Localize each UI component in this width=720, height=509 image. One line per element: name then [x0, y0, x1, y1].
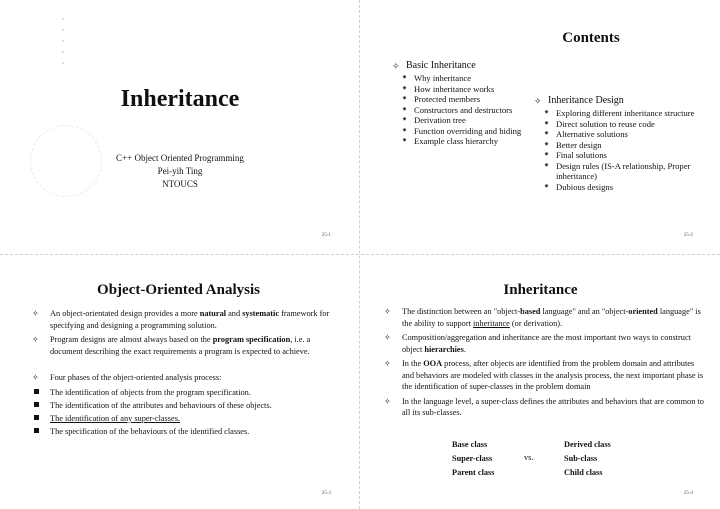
slide-4-title-text: Inheritance — [503, 282, 578, 298]
inheritance-design-heading: ✧ Inheritance Design — [534, 95, 624, 106]
slide-2-title-text: Contents — [562, 30, 620, 46]
list-item: ✷ Example class hierarchy — [402, 136, 498, 146]
star-bullet-icon: ✷ — [402, 96, 408, 102]
diamond-bullet-icon: ✧ — [384, 396, 391, 406]
square-bullet-icon — [34, 389, 39, 394]
list-item: ✷ Alternative solutions — [544, 129, 628, 139]
list-item: The identification of any super-classes. — [32, 412, 337, 425]
term: Base class — [452, 440, 488, 449]
slide-1-title-text: Inheritance — [120, 86, 240, 112]
slide-3-title-text: Object-Oriented Analysis — [97, 282, 260, 298]
list-item: ✷ Direct solution to reuse code — [544, 118, 655, 129]
paragraph: ✧ Composition/aggregation and inheritance are the most important two ways to construct object hierarchies. — [384, 333, 691, 354]
list-item: ✷ Constructors and destructors — [402, 104, 513, 115]
basic-inheritance-section — [392, 60, 552, 147]
slide-4-inheritance — [362, 258, 719, 508]
versus-label: vs. — [524, 453, 534, 462]
paragraph: ✧ In the language level, a super-class defines the attributes and behaviors that are common to all its sub-classes. — [384, 396, 704, 417]
paragraph: ✧ Program designs are almost always based on the program specification, i.e. a document describing the exact requirements a program is expected to achieve. — [32, 335, 311, 356]
decorative-dots — [62, 18, 66, 73]
list-item: ✷ Better design — [544, 139, 602, 150]
list-item: ✷ Design rules (IS-A relationship, Proper inheritance) — [544, 160, 691, 181]
inheritance-design-section — [534, 95, 699, 192]
slide-1-title — [0, 0, 357, 250]
page-number: 25-3 — [321, 491, 331, 496]
list-item: ✷ Exploring different inheritance structure — [544, 108, 695, 118]
star-bullet-icon: ✷ — [544, 110, 550, 116]
term: Parent class — [452, 468, 495, 477]
slide-3-ooa — [0, 258, 357, 508]
term: Sub-class — [564, 454, 598, 463]
star-bullet-icon: ✷ — [544, 183, 550, 190]
list-item: ✷ Dubious designs — [544, 181, 614, 192]
author-name: Pei-yih Ting — [157, 166, 203, 176]
base-class-terms — [452, 438, 494, 480]
list-item: ✷ How inheritance works — [402, 83, 495, 94]
paragraph: ✧ Four phases of the object-oriented analysis process: — [32, 373, 222, 382]
page-number: 25-1 — [321, 233, 331, 238]
diamond-bullet-icon: ✧ — [384, 359, 391, 368]
star-bullet-icon: ✷ — [402, 117, 408, 123]
page-number: 25-2 — [683, 233, 693, 238]
list-item: The identification of objects from the program specification. — [32, 386, 337, 399]
diamond-bullet-icon: ✧ — [534, 96, 542, 106]
diamond-bullet-icon: ✧ — [32, 335, 39, 344]
diamond-bullet-icon: ✧ — [384, 307, 391, 316]
list-item: ✷ Final solutions — [544, 150, 607, 160]
diamond-bullet-icon: ✧ — [32, 309, 39, 318]
star-bullet-icon: ✷ — [402, 138, 408, 144]
list-item: The specification of the behaviours of the identified classes. — [32, 425, 337, 438]
star-bullet-icon: ✷ — [544, 131, 550, 137]
paragraph: ✧ In the OOA process, after objects are identified from the problem domain and attributes and behaviors are modeled with classes in the analysis process, the next important phase is the identification of super-classes in the problem domain — [384, 359, 704, 391]
list-item: ✷ Protected members — [402, 94, 481, 104]
course-name: C++ Object Oriented Programming — [116, 153, 244, 163]
star-bullet-icon: ✷ — [544, 120, 550, 127]
list-item: ✷ Function overriding and hiding — [402, 125, 522, 136]
horizontal-divider — [0, 254, 720, 255]
star-bullet-icon: ✷ — [402, 85, 408, 92]
diamond-bullet-icon: ✧ — [384, 333, 391, 342]
star-bullet-icon: ✷ — [544, 152, 550, 158]
star-bullet-icon: ✷ — [544, 162, 550, 169]
star-bullet-icon: ✷ — [544, 141, 550, 148]
star-bullet-icon: ✷ — [402, 127, 408, 134]
diamond-bullet-icon: ✧ — [32, 373, 39, 382]
basic-inheritance-heading: ✧ Basic Inheritance — [392, 60, 476, 71]
list-item: The identification of the attributes and behaviours of these objects. — [32, 399, 337, 412]
star-bullet-icon: ✷ — [402, 75, 408, 81]
list-item: ✷ Why inheritance — [402, 73, 472, 83]
paragraph: ✧ An object-orientated design provides a more natural and systematic framework for specifying and designing a programming solution. — [32, 309, 330, 330]
square-bullet-icon — [34, 428, 39, 433]
star-bullet-icon: ✷ — [402, 106, 408, 113]
vertical-divider — [359, 0, 360, 509]
square-bullet-icon — [34, 415, 39, 420]
list-item: ✷ Derivation tree — [402, 115, 466, 125]
school-name: NTOUCS — [162, 179, 198, 189]
diamond-bullet-icon: ✧ — [392, 61, 400, 71]
paragraph: ✧ The distinction between an "object-based language" and an "object-oriented language" is the ability to support inheritance (or derivation). — [384, 307, 701, 328]
term: Super-class — [452, 454, 493, 463]
slide-2-contents — [362, 0, 719, 250]
page-number: 25-4 — [683, 491, 693, 496]
derived-class-terms — [564, 438, 611, 480]
term: Child class — [564, 468, 603, 477]
square-bullet-icon — [34, 402, 39, 407]
term: Derived class — [564, 440, 611, 449]
